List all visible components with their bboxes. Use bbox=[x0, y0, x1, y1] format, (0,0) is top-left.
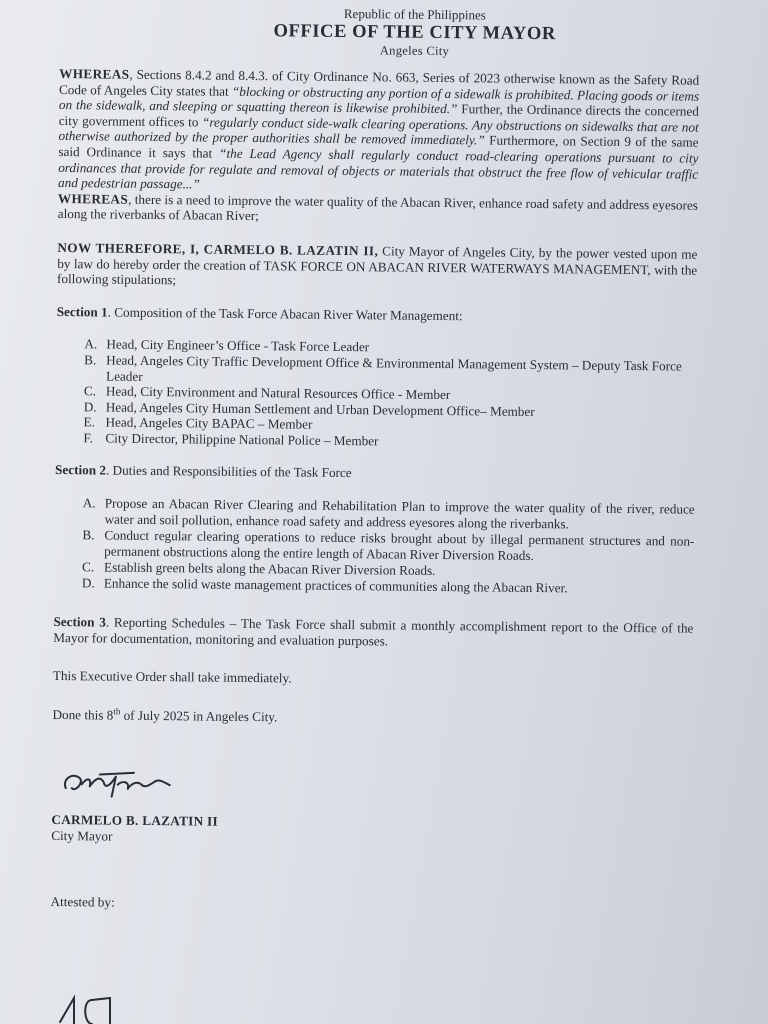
section-1-title: . Composition of the Task Force Abacan River Water Management: bbox=[107, 304, 463, 323]
list-item-text: Conduct regular clearing operations to reduce risks brought about by illegal permanent structures and non-permanent obstructions along the entire length of Abacan River Diversion Roads. bbox=[104, 527, 695, 564]
whereas-paragraph-1 bbox=[58, 66, 699, 197]
handwritten-initials bbox=[52, 992, 132, 1024]
now-therefore-label: NOW THEREFORE, I, CARMELO B. LAZATIN II, bbox=[57, 239, 379, 259]
list-item-text: Establish green belts along the Abacan River Diversion Roads. bbox=[103, 559, 436, 579]
whereas1-text-a: , Sections 8.4.2 and 8.4.3. of City Ordinance No. 663, Series of 2023 otherwise known as the Safety Road Code of Angeles City states that bbox=[58, 66, 700, 99]
handwritten-signature bbox=[60, 762, 190, 803]
whereas1-text-c: Furthermore, on Section 9 of the same said Ordinance it says that bbox=[58, 132, 699, 161]
list-marker: B. bbox=[84, 352, 97, 368]
effectivity-clause: This Executive Order shall take immediately. bbox=[52, 668, 292, 686]
duties-list bbox=[54, 495, 695, 598]
signature-block bbox=[51, 766, 691, 819]
now-therefore-paragraph bbox=[57, 240, 697, 293]
list-marker: D. bbox=[83, 398, 97, 415]
list-marker: E. bbox=[83, 414, 96, 430]
composition-list bbox=[55, 336, 696, 452]
list-item-text: Propose an Abacan River Clearing and Rehabilitation Plan to improve the water quality of the river, reduce water and soil pollution, enhance road safety and address eyesores along the riverbanks. bbox=[104, 495, 695, 532]
whereas1-quote-1: “blocking or obstructing any portion of a sidewalk is prohibited. Placing goods or items on the sidewalk, and sleeping or squatting thereon is likewise prohibited.” bbox=[58, 83, 700, 117]
republic-line: Republic of the Philippines bbox=[343, 5, 486, 23]
day-suffix: th bbox=[113, 706, 121, 717]
list-item-text: Head, Angeles City BAPAC – Member bbox=[105, 414, 313, 432]
office-title: OFFICE OF THE CITY MAYOR bbox=[273, 21, 556, 45]
city-line: Angeles City bbox=[379, 43, 450, 59]
list-marker: D. bbox=[81, 575, 95, 591]
done-date-line bbox=[52, 707, 692, 729]
list-item-text: Head, Angeles City Human Settlement and Urban Development Office– Member bbox=[105, 399, 535, 419]
executive-order-page bbox=[50, 0, 699, 916]
list-marker: F. bbox=[83, 430, 94, 446]
whereas1-quote-3: “the Lead Agency shall regularly conduct road-clearing operations pursuant to city ordinances that provide for regulate and removal of objects or materials that obstruct the free flow of vehicular traffic and pedestrian passage...” bbox=[58, 145, 699, 192]
list-marker: C. bbox=[83, 383, 97, 399]
whereas2-text: , there is a need to improve the water quality of the Abacan River, enhance road safety and address eyesores along the riverbanks of Abacan River; bbox=[57, 191, 698, 224]
list-item-text: Head, Angeles City Traffic Development Office & Environmental Management System – Deputy Task Force Leader bbox=[105, 352, 682, 384]
whereas1-quote-2: “regularly conduct side-walk clearing operations. Any obstructions on sidewalks that are not otherwise authorized by the proper authorities shall be removed immediately.” bbox=[58, 114, 699, 148]
section-3-paragraph bbox=[53, 614, 693, 652]
list-marker: A. bbox=[82, 495, 96, 511]
section-2-heading bbox=[55, 462, 695, 484]
now-therefore-text: City Mayor of Angeles City, by the power vested upon me by law do hereby order the creation of TASK FORCE ON ABACAN RIVER WATERWAYS MANAGEMENT, with the following stipulations; bbox=[57, 243, 698, 288]
whereas-label: WHEREAS bbox=[59, 65, 130, 82]
list-item-text: Head, City Environment and Natural Resources Office - Member bbox=[105, 383, 451, 403]
list-marker: C. bbox=[81, 559, 95, 575]
list-marker: B. bbox=[82, 527, 95, 543]
whereas-paragraph-2 bbox=[58, 191, 698, 229]
letterhead bbox=[129, 5, 699, 61]
whereas1-text-b: Further, the Ordinance directs the concerned city government offices to bbox=[58, 101, 699, 130]
section-3-text: . Reporting Schedules – The Task Force shall submit a monthly accomplishment report to the Office of the Mayor for documentation, monitoring and evaluation purposes. bbox=[53, 614, 694, 649]
list-item-text: Enhance the solid waste management practices of communities along the Abacan River. bbox=[103, 575, 568, 596]
list-item-text: City Director, Philippine National Police – Member bbox=[105, 430, 379, 449]
section-1-heading bbox=[57, 304, 697, 326]
whereas-label: WHEREAS bbox=[57, 190, 129, 207]
signatory-name: CARMELO B. LAZATIN II bbox=[51, 812, 219, 830]
section-2-label: Section 2 bbox=[55, 462, 107, 478]
section-3-label: Section 3 bbox=[53, 614, 106, 630]
done-prefix: Done this 8 bbox=[52, 706, 114, 723]
done-suffix: of July 2025 in Angeles City. bbox=[120, 707, 278, 725]
signatory-title: City Mayor bbox=[51, 827, 113, 844]
attested-by-label: Attested by: bbox=[50, 893, 115, 910]
list-item-text: Head, City Engineer’s Office - Task Force Leader bbox=[106, 336, 370, 355]
section-2-title: . Duties and Responsibilities of the Task Force bbox=[105, 462, 352, 481]
section-1-label: Section 1 bbox=[56, 303, 108, 320]
list-marker: A. bbox=[84, 336, 98, 352]
